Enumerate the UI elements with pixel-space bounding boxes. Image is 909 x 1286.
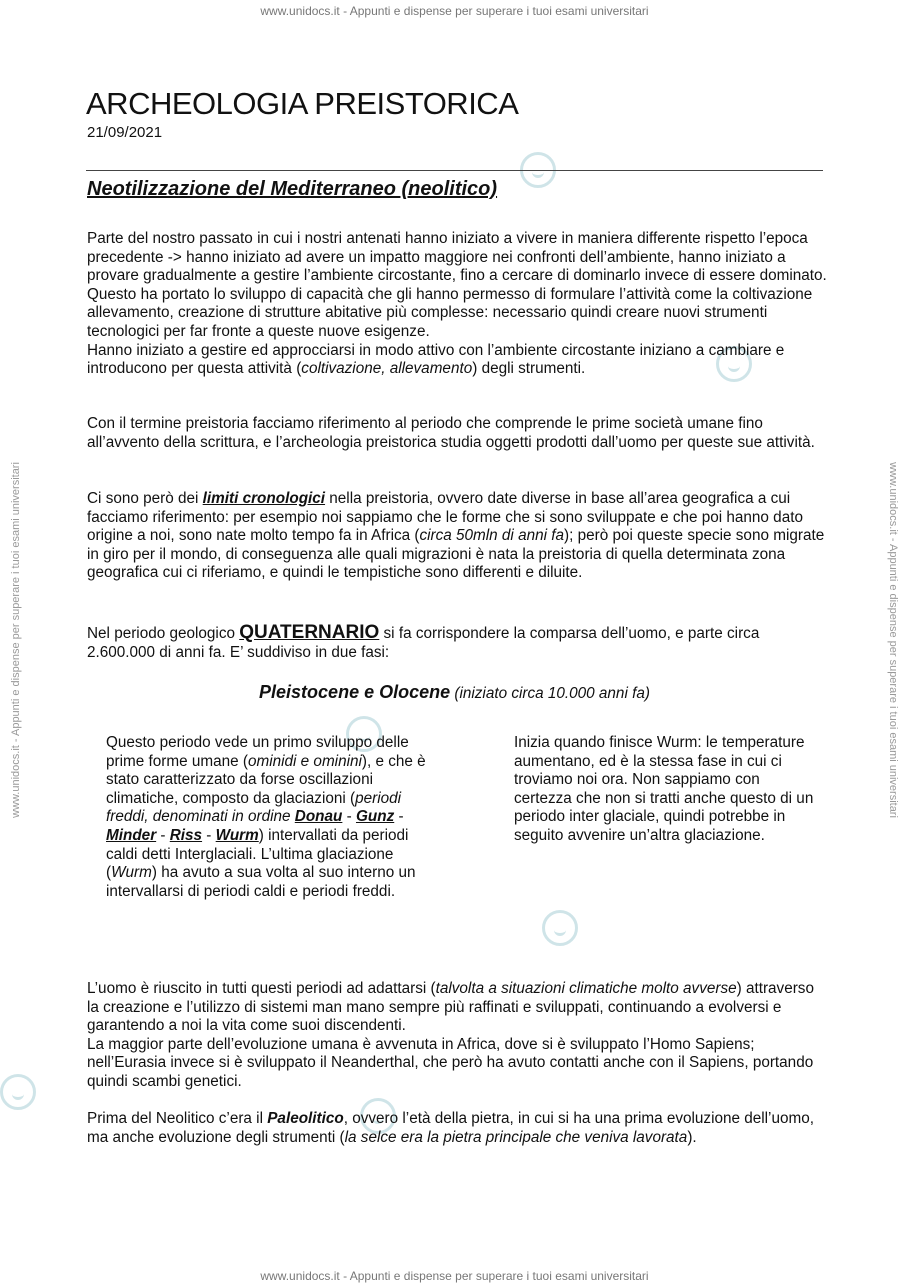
paragraph-evoluzione: L’uomo è riuscito in tutti questi periodi ad adattarsi (talvolta a situazioni climatiche molto avverse) attraverso la creazione e l’utilizzo di sistemi man mano sempre più raffinati e sviluppati, continuando a evolversi e garantendo a noi la vita come suoi discendenti. La maggior parte dell’evoluzione umana è avvenuta in Africa, dove si è sviluppato l’Homo Sapiens; nell’Eurasia invece si è sviluppato il Neanderthal, che però ha avuto contatti anche con il Sapiens, portando quindi scambi genetici. <box>87 980 814 1090</box>
term-quaternario: QUATERNARIO <box>239 622 380 643</box>
header-divider <box>86 170 823 171</box>
pleistocene-column: Questo periodo vede un primo sviluppo delle prime forme umane (ominidi e ominini), e che è stato caratterizzato da forse oscillazioni climatiche, composto da glaciazioni (periodi freddi, denominati in ordine Donau - Gunz - Minder - Riss - Wurm) intervallati da periodi caldi detti Interglaciali. L’ultima glaciazione (Wurm) ha avuto a sua volta al suo interno un intervallarsi di periodi caldi e periodi freddi. <box>106 734 426 900</box>
unidocs-logo-icon <box>0 1074 36 1110</box>
document-title: ARCHEOLOGIA PREISTORICA <box>86 86 519 121</box>
paragraph-intro: Parte del nostro passato in cui i nostri antenati hanno iniziato a vivere in maniera differente rispetto l’epoca precedente -> hanno iniziato ad avere un impatto maggiore nei confronti dell’ambiente, hanno iniziato a provare gradualmente a gestire l’ambiente circostante, fino a cercare di dominarlo invece di essere dominato. Questo ha portato lo sviluppo di capacità che gli hanno permesso di formulare l’attività come la coltivazione allevamento, creazione di strutture abitative più complesse: necessario quindi creare nuovi strumenti tecnologici per far fronte a queste nuove esigenze. Hanno iniziato a gestire ed approcciarsi in modo attivo con l’ambiente circostante iniziano a cambiare e introducono per questa attività (coltivazione, allevamento) degli strumenti. <box>87 230 827 378</box>
glaciation-donau: Donau <box>294 808 343 826</box>
paragraph-paleolitico: Prima del Neolitico c’era il Paleolitico, ovvero l’età della pietra, in cui si ha una prima evoluzione dell’uomo, ma anche evoluzione degli strumenti (la selce era la pietra principale che veniva lavorata). <box>87 1110 814 1146</box>
paragraph-limiti: Ci sono però dei limiti cronologici nella preistoria, ovvero date diverse in base all’area geografica a cui facciamo riferimento: per esempio noi sappiamo che le forme che si sono sviluppate e che poi hanno dato origine a noi, sono nate molto tempo fa in Africa (circa 50mln di anni fa); però poi queste specie sono migrate in giro per il mondo, di conseguenza alle quali migrazioni è nata la preistoria di quella determinata zona geografica cui ci riferiamo, e quindi le tempistiche sono differenti e diluite. <box>87 490 825 582</box>
olocene-column: Inizia quando finisce Wurm: le temperature aumentano, ed è la stessa fase in cui ci troviamo noi ora. Non sappiamo con certezza che non si tratti anche questo di un periodo inter glaciale, quindi potrebbe in seguito avvenire un’altra glaciazione. <box>514 734 814 844</box>
unidocs-logo-icon <box>542 910 578 946</box>
watermark-right: www.unidocs.it - Appunti e dispense per superare i tuoi esami universitari <box>887 462 899 818</box>
section-heading: Neotilizzazione del Mediterraneo (neolitico) <box>87 178 498 200</box>
glaciation-wurm: Wurm <box>215 826 259 844</box>
paragraph-preistoria: Con il termine preistoria facciamo riferimento al periodo che comprende le prime società umane fino all’avvento della scrittura, e l’archeologia preistorica studia oggetti prodotti dall’uomo per queste sue attività. <box>87 415 815 451</box>
phases-heading: Pleistocene e Olocene (iniziato circa 10.000 anni fa) <box>259 682 650 702</box>
glaciation-gunz: Gunz <box>355 808 395 826</box>
glaciation-minder: Minder <box>106 826 157 844</box>
term-paleolitico: Paleolitico <box>267 1110 344 1127</box>
paragraph-quaternario: Nel periodo geologico QUATERNARIO si fa corrispondere la comparsa dell’uomo, e parte circa 2.600.000 di anni fa. E’ suddiviso in due fasi: <box>87 622 760 661</box>
glaciation-riss: Riss <box>169 826 203 844</box>
watermark-bottom: www.unidocs.it - Appunti e dispense per superare i tuoi esami universitari <box>260 1269 649 1283</box>
watermark-top: www.unidocs.it - Appunti e dispense per superare i tuoi esami universitari <box>260 4 649 18</box>
document-date: 21/09/2021 <box>87 124 163 141</box>
watermark-left: www.unidocs.it - Appunti e dispense per superare i tuoi esami universitari <box>10 462 22 818</box>
term-limiti-cronologici: limiti cronologici <box>202 490 326 507</box>
